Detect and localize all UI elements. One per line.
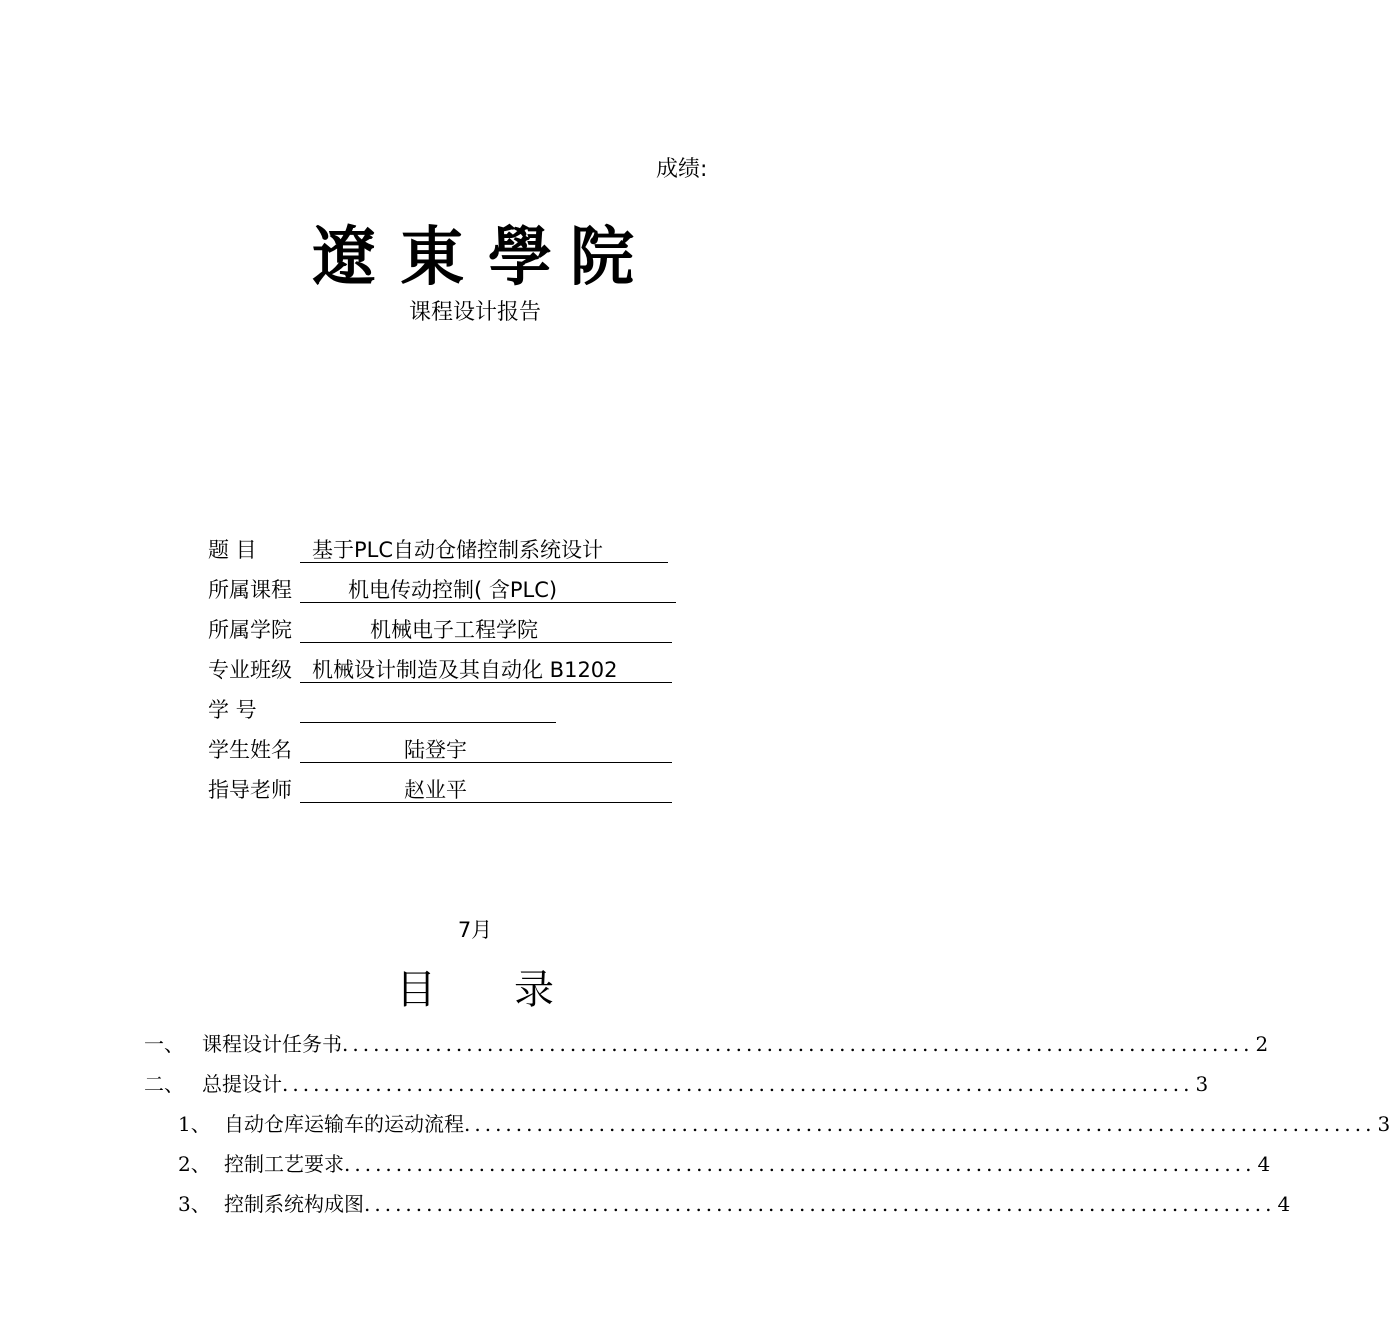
info-label: 题 目 xyxy=(208,538,257,562)
info-value: 机电传动控制( 含PLC) xyxy=(348,578,558,602)
toc-title xyxy=(0,958,950,1015)
logo-char-1: 遼 xyxy=(312,220,376,295)
toc-item-text: 控制工艺要求 xyxy=(224,1152,344,1176)
toc-item[interactable] xyxy=(178,1106,1390,1142)
toc-item-number: 3、 xyxy=(178,1192,211,1216)
info-value: 机械设计制造及其自动化 B1202 xyxy=(312,658,618,682)
toc-item-text: 总提设计 xyxy=(202,1072,282,1096)
toc-item-text: 课程设计任务书 xyxy=(202,1032,342,1056)
info-label: 所属学院 xyxy=(208,618,292,642)
toc-item-page: 2 xyxy=(1255,1032,1269,1056)
info-label: 所属课程 xyxy=(208,578,292,602)
college-logo xyxy=(312,218,642,298)
underline xyxy=(300,802,672,803)
info-label: 学生姓名 xyxy=(208,738,292,762)
toc-item[interactable] xyxy=(178,1186,1291,1222)
toc-item[interactable] xyxy=(144,1026,1269,1062)
toc-title-char: 目 xyxy=(396,967,436,1013)
toc-item-page: 4 xyxy=(1257,1152,1271,1176)
grade-label: 成绩: xyxy=(656,157,708,182)
underline xyxy=(300,762,672,763)
logo-char-3: 學 xyxy=(488,220,552,295)
toc-item-page: 3 xyxy=(1377,1112,1390,1136)
info-value: 赵业平 xyxy=(404,778,467,802)
info-row-title xyxy=(208,533,670,567)
toc-item-page: 3 xyxy=(1195,1072,1209,1096)
toc-leader-dots: ........................................................................................ xyxy=(342,1032,1254,1056)
toc-leader-dots: ........................................................................................ xyxy=(344,1152,1256,1176)
toc-item[interactable] xyxy=(144,1066,1209,1102)
info-label: 指导老师 xyxy=(208,778,292,802)
info-row-student-id xyxy=(208,693,558,727)
toc-item-text: 自动仓库运输车的运动流程 xyxy=(224,1112,464,1136)
info-value: 机械电子工程学院 xyxy=(370,618,538,642)
toc-item[interactable] xyxy=(178,1146,1271,1182)
report-subtitle: 课程设计报告 xyxy=(408,300,541,325)
info-label: 专业班级 xyxy=(208,658,292,682)
toc-item-number: 一、 xyxy=(144,1032,184,1056)
report-date: 7月 xyxy=(457,918,493,942)
underline xyxy=(300,722,556,723)
toc-item-number: 二、 xyxy=(144,1072,184,1096)
toc-title-char: 录 xyxy=(514,967,554,1013)
info-row-class xyxy=(208,653,674,687)
info-label: 学 号 xyxy=(208,698,257,722)
toc-leader-dots: ........................................................................................ xyxy=(364,1192,1276,1216)
info-value: 陆登宇 xyxy=(404,738,467,762)
toc-leader-dots: ........................................................................................ xyxy=(464,1112,1376,1136)
logo-char-4: 院 xyxy=(570,220,634,295)
toc-item-text: 控制系统构成图 xyxy=(224,1192,364,1216)
toc-item-number: 1、 xyxy=(178,1112,211,1136)
info-row-course xyxy=(208,573,678,607)
logo-char-2: 東 xyxy=(400,220,464,295)
info-row-advisor xyxy=(208,773,674,807)
toc-leader-dots: ........................................................................................ xyxy=(282,1072,1194,1096)
info-value: 基于PLC自动仓储控制系统设计 xyxy=(312,538,604,562)
info-row-student-name xyxy=(208,733,674,767)
info-row-school xyxy=(208,613,674,647)
toc-item-page: 4 xyxy=(1277,1192,1291,1216)
toc-item-number: 2、 xyxy=(178,1152,211,1176)
